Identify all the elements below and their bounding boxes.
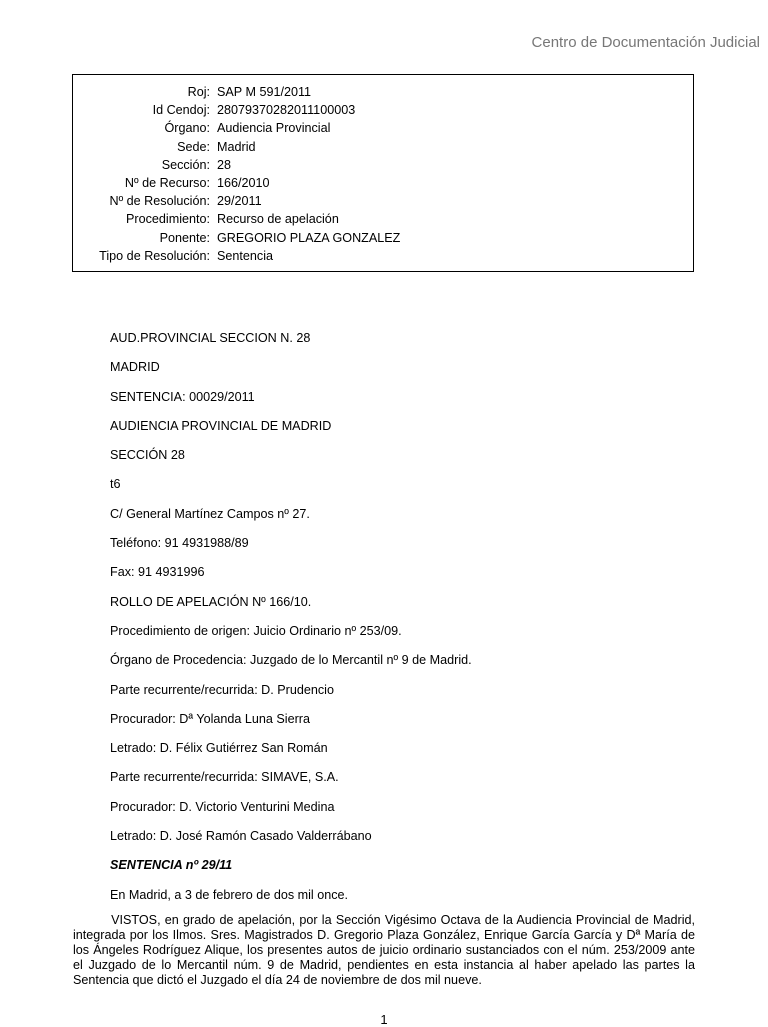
- body-line: Procurador: Dª Yolanda Luna Sierra: [110, 711, 310, 726]
- meta-value: 166/2010: [217, 175, 270, 190]
- body-line: SECCIÓN 28: [110, 448, 185, 463]
- meta-row-ponente: [73, 229, 693, 247]
- meta-value: 28: [217, 157, 232, 172]
- paragraph-text: VISTOS, en grado de apelación, por la Sección Vigésimo Octava de la Audiencia Provincial de Madrid, integrada por los Ilmos. Sres. Magistrados D. Gregorio Plaza González, Enrique García García y Dª María de los Ángeles Rodríguez Alique, los presentes autos de juicio ordinario sustanciados con el núm. 253/2009 ante el Juzgado de lo Mercantil núm. 9 de Madrid, pendientes en esta instancia al haber apelado las partes la Sentencia que dictó el Juzgado el día 24 de noviembre de dos mil nueve.: [73, 913, 695, 987]
- body-line: Parte recurrente/recurrida: D. Prudencio: [110, 682, 334, 697]
- paragraph-indent: [73, 913, 111, 927]
- page-number: 1: [380, 1012, 388, 1027]
- meta-key: Nº de Resolución:: [109, 194, 210, 209]
- document-body: [110, 330, 694, 916]
- meta-key: Sede:: [177, 139, 210, 154]
- meta-row-id-cendoj: [73, 101, 693, 119]
- body-line: Fax: 91 4931996: [110, 565, 205, 580]
- meta-key: Id Cendoj:: [152, 103, 210, 118]
- meta-key: Ponente:: [159, 230, 210, 245]
- body-line: Órgano de Procedencia: Juzgado de lo Mercantil nº 9 de Madrid.: [110, 653, 472, 668]
- body-line: En Madrid, a 3 de febrero de dos mil once.: [110, 887, 349, 902]
- sentence-heading: SENTENCIA nº 29/11: [110, 858, 233, 873]
- meta-row-recurso: [73, 174, 693, 192]
- meta-value: Sentencia: [217, 248, 274, 263]
- body-line: t6: [110, 477, 121, 492]
- meta-value: 29/2011: [217, 194, 262, 209]
- body-line: MADRID: [110, 360, 160, 375]
- meta-key: Tipo de Resolución:: [99, 248, 210, 263]
- meta-key: Nº de Recurso:: [124, 175, 210, 190]
- metadata-box: [72, 74, 694, 272]
- meta-key: Órgano:: [164, 121, 210, 136]
- body-line: AUD.PROVINCIAL SECCION N. 28: [110, 331, 311, 345]
- document-header: Centro de Documentación Judicial: [531, 34, 760, 51]
- meta-row-resolucion: [73, 192, 693, 210]
- meta-row-organo: [73, 119, 693, 137]
- meta-row-procedimiento: [73, 210, 693, 228]
- body-line: C/ General Martínez Campos nº 27.: [110, 506, 310, 521]
- meta-value: SAP M 591/2011: [217, 85, 312, 99]
- body-line: Letrado: D. Félix Gutiérrez San Román: [110, 741, 328, 756]
- body-line: SENTENCIA: 00029/2011: [110, 389, 255, 404]
- body-line: Letrado: D. José Ramón Casado Valderrábano: [110, 829, 372, 844]
- body-line: ROLLO DE APELACIÓN Nº 166/10.: [110, 594, 312, 609]
- body-line: Procurador: D. Victorio Venturini Medina: [110, 799, 335, 814]
- meta-row-seccion: [73, 156, 693, 174]
- body-line: AUDIENCIA PROVINCIAL DE MADRID: [110, 418, 332, 433]
- body-line: Procedimiento de origen: Juicio Ordinario nº 253/09.: [110, 623, 402, 638]
- meta-value: Madrid: [217, 139, 256, 154]
- body-paragraph: [73, 913, 695, 988]
- meta-key: Sección:: [161, 157, 210, 172]
- meta-key: Procedimiento:: [126, 212, 210, 227]
- meta-key: Roj:: [187, 85, 210, 99]
- meta-value: Audiencia Provincial: [217, 121, 331, 136]
- body-line: Parte recurrente/recurrida: SIMAVE, S.A.: [110, 770, 339, 785]
- meta-value: Recurso de apelación: [217, 212, 339, 227]
- meta-value: 28079370282011100003: [217, 103, 356, 118]
- meta-value: GREGORIO PLAZA GONZALEZ: [217, 230, 401, 245]
- meta-row-sede: [73, 138, 693, 156]
- body-line: Teléfono: 91 4931988/89: [110, 536, 249, 551]
- meta-row-tipo-resolucion: [73, 247, 693, 265]
- meta-row-roj: [73, 83, 693, 101]
